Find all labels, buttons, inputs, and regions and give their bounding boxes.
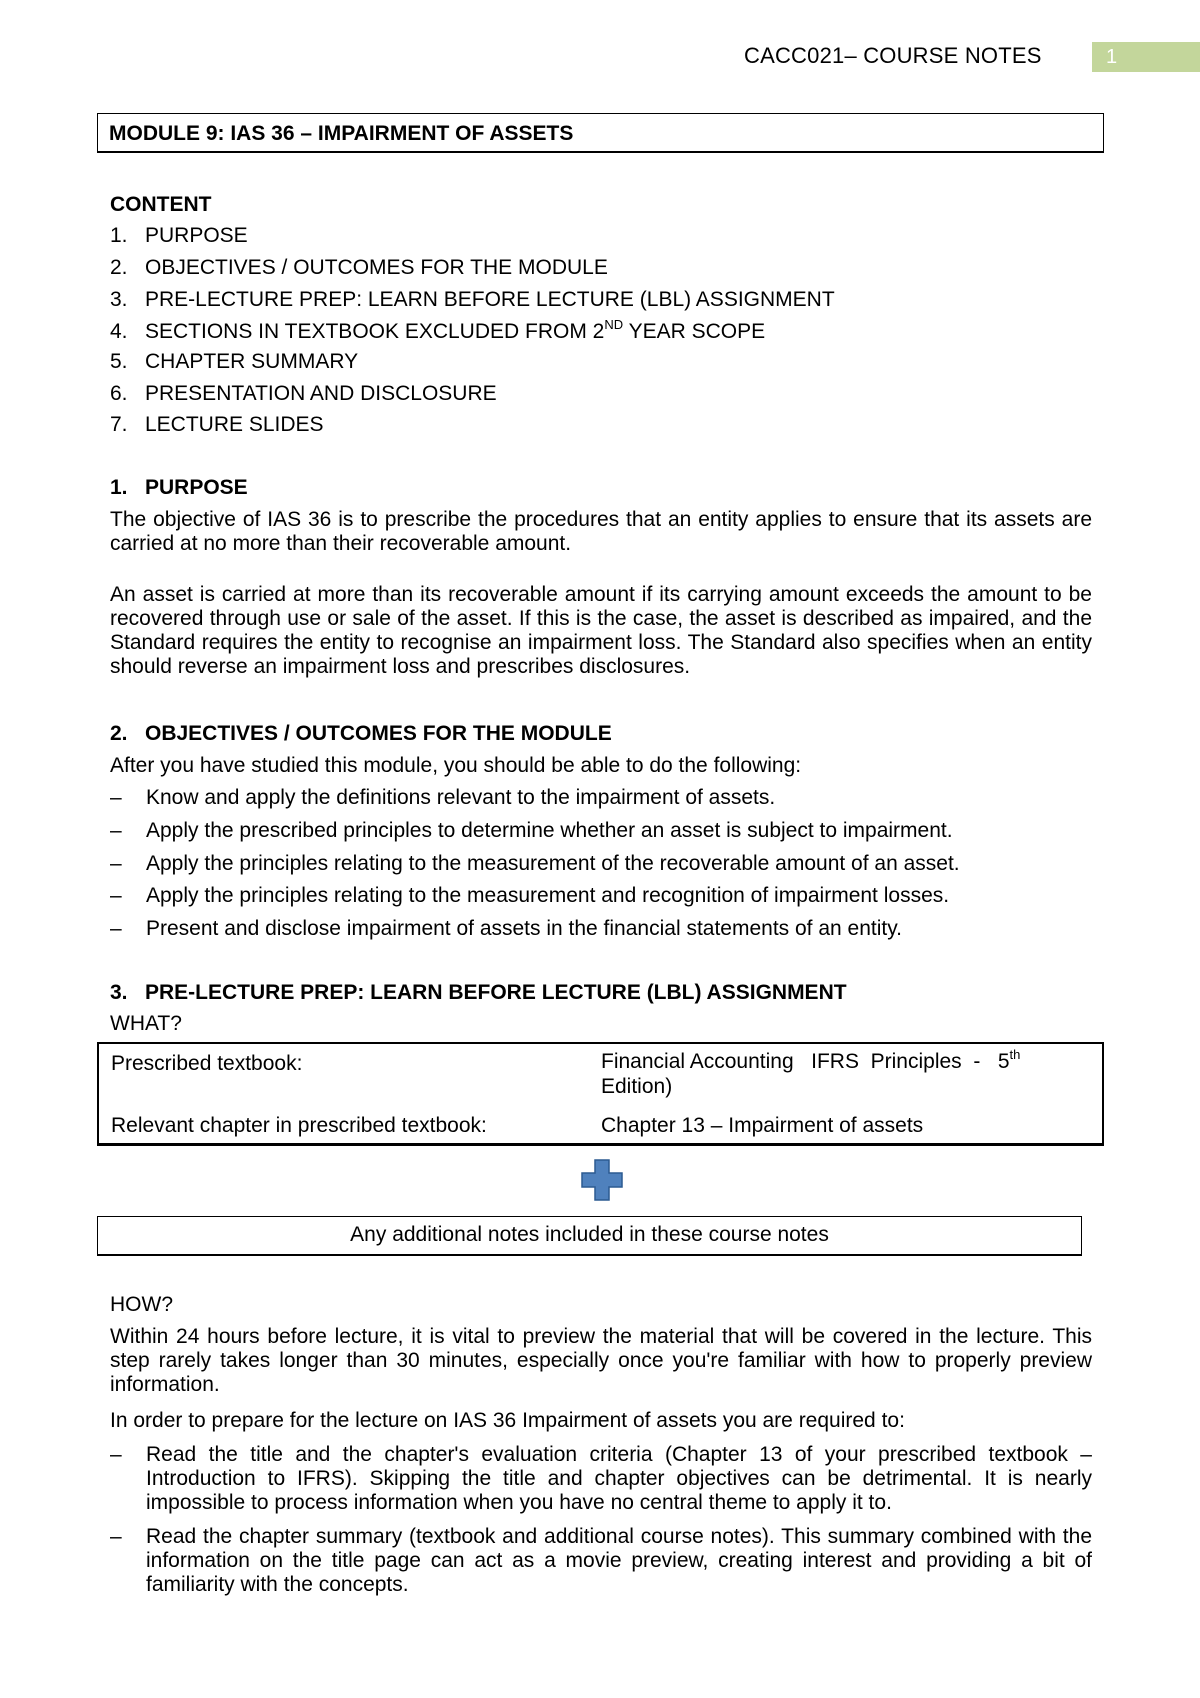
content-item <box>110 224 1095 248</box>
item-text: Read the title and the chapter's evaluation criteria (Chapter 13 of your prescribed textbook – Introduction to IFRS). Skipping the title and chapter objectives can be detrimental. It is nearly impossible to process information when you have no central theme to apply it to. <box>146 1443 1092 1514</box>
item-text: Know and apply the definitions relevant to the impairment of assets. <box>146 786 776 809</box>
section-number: 2. <box>110 722 128 745</box>
section-heading <box>110 722 1095 746</box>
objectives-intro: After you have studied this module, you should be able to do the following: <box>110 754 802 777</box>
steps-list <box>110 1443 1092 1597</box>
textbook-value <box>601 1047 1021 1074</box>
additional-notes-box: Any additional notes included in these course notes <box>97 1216 1082 1256</box>
item-text: CHAPTER SUMMARY <box>145 350 359 373</box>
item-text: Apply the principles relating to the measurement of the recoverable amount of an asset. <box>146 852 960 875</box>
item-number: 6. <box>110 382 128 405</box>
running-header: CACC021– COURSE NOTES <box>744 43 1042 68</box>
how-label: HOW? <box>110 1293 173 1316</box>
dash-bullet: – <box>110 852 122 875</box>
list-item <box>110 852 1095 876</box>
item-number: 5. <box>110 350 128 373</box>
paragraph: An asset is carried at more than its recoverable amount if its carrying amount exceeds the amount to be recovered through use or sale of the asset. If this is the case, the asset is described as impaired, and the Standard requires the entity to recognise an impairment loss. The Standard also specifies when an entity should reverse an impairment loss and prescribes disclosures. <box>110 583 1092 678</box>
section-title: PURPOSE <box>145 476 248 499</box>
item-text: PRESENTATION AND DISCLOSURE <box>145 382 497 405</box>
list-item <box>110 1443 1092 1515</box>
item-number: 1. <box>110 224 128 247</box>
section-title: OBJECTIVES / OUTCOMES FOR THE MODULE <box>145 722 612 745</box>
item-number: 2. <box>110 256 128 279</box>
item-text: Read the chapter summary (textbook and additional course notes). This summary combined with the information on the title page can act as a movie preview, creating interest and providing a bit of familiarity with the concepts. <box>146 1525 1092 1596</box>
item-number: 3. <box>110 288 128 311</box>
section-number: 3. <box>110 981 128 1004</box>
section-number: 1. <box>110 476 128 499</box>
dash-bullet: – <box>110 1443 122 1466</box>
item-text: PURPOSE <box>145 224 248 247</box>
dash-bullet: – <box>110 884 122 907</box>
plus-icon <box>580 1158 624 1202</box>
item-text: PRE-LECTURE PREP: LEARN BEFORE LECTURE (LBL) ASSIGNMENT <box>145 288 835 311</box>
section-heading <box>110 981 1095 1005</box>
item-text: Apply the prescribed principles to determine whether an asset is subject to impairment. <box>146 819 953 842</box>
list-item <box>110 786 1095 810</box>
item-text: OBJECTIVES / OUTCOMES FOR THE MODULE <box>145 256 608 279</box>
content-item <box>110 382 1095 406</box>
item-text: LECTURE SLIDES <box>145 413 324 436</box>
paragraph: The objective of IAS 36 is to prescribe the procedures that an entity applies to ensure that its assets are carried at no more than their recoverable amount. <box>110 508 1092 555</box>
content-item <box>110 413 1095 437</box>
edition-superscript: th <box>1009 1047 1021 1062</box>
list-item <box>110 917 1095 941</box>
textbook-edition: Edition) <box>601 1075 673 1098</box>
section-title: PRE-LECTURE PREP: LEARN BEFORE LECTURE (LBL) ASSIGNMENT <box>145 981 847 1004</box>
content-item <box>110 350 1095 374</box>
what-label: WHAT? <box>110 1012 182 1035</box>
item-text-tail: YEAR SCOPE <box>623 320 766 343</box>
page-number-badge: 1 <box>1092 42 1200 72</box>
dash-bullet: – <box>110 1525 122 1548</box>
superscript: ND <box>604 317 624 332</box>
item-text: Apply the principles relating to the measurement and recognition of impairment losses. <box>146 884 950 907</box>
content-heading: CONTENT <box>110 193 212 216</box>
textbook-table <box>97 1042 1104 1146</box>
list-item <box>110 884 1095 908</box>
content-item <box>110 317 1095 344</box>
chapter-label: Relevant chapter in prescribed textbook: <box>111 1114 487 1137</box>
item-text: Present and disclose impairment of assets in the financial statements of an entity. <box>146 917 902 940</box>
dash-bullet: – <box>110 786 122 809</box>
dash-bullet: – <box>110 917 122 940</box>
content-item <box>110 288 1095 312</box>
list-item <box>110 1525 1092 1597</box>
paragraph: Within 24 hours before lecture, it is vital to preview the material that will be covered in the lecture. This step rarely takes longer than 30 minutes, especially once you're familiar with how to properly preview information. <box>110 1325 1092 1396</box>
item-number: 7. <box>110 413 128 436</box>
paragraph: In order to prepare for the lecture on IAS 36 Impairment of assets you are required to: <box>110 1409 905 1432</box>
list-item <box>110 819 1095 843</box>
dash-bullet: – <box>110 819 122 842</box>
textbook-label: Prescribed textbook: <box>111 1052 303 1075</box>
module-title: MODULE 9: IAS 36 – IMPAIRMENT OF ASSETS <box>97 113 1104 153</box>
item-number: 4. <box>110 320 128 343</box>
textbook-title: Financial Accounting IFRS Principles - 5 <box>601 1050 1010 1073</box>
content-item <box>110 256 1095 280</box>
item-text: SECTIONS IN TEXTBOOK EXCLUDED FROM 2 <box>145 320 605 343</box>
section-heading <box>110 476 1095 500</box>
chapter-value: Chapter 13 – Impairment of assets <box>601 1114 924 1137</box>
